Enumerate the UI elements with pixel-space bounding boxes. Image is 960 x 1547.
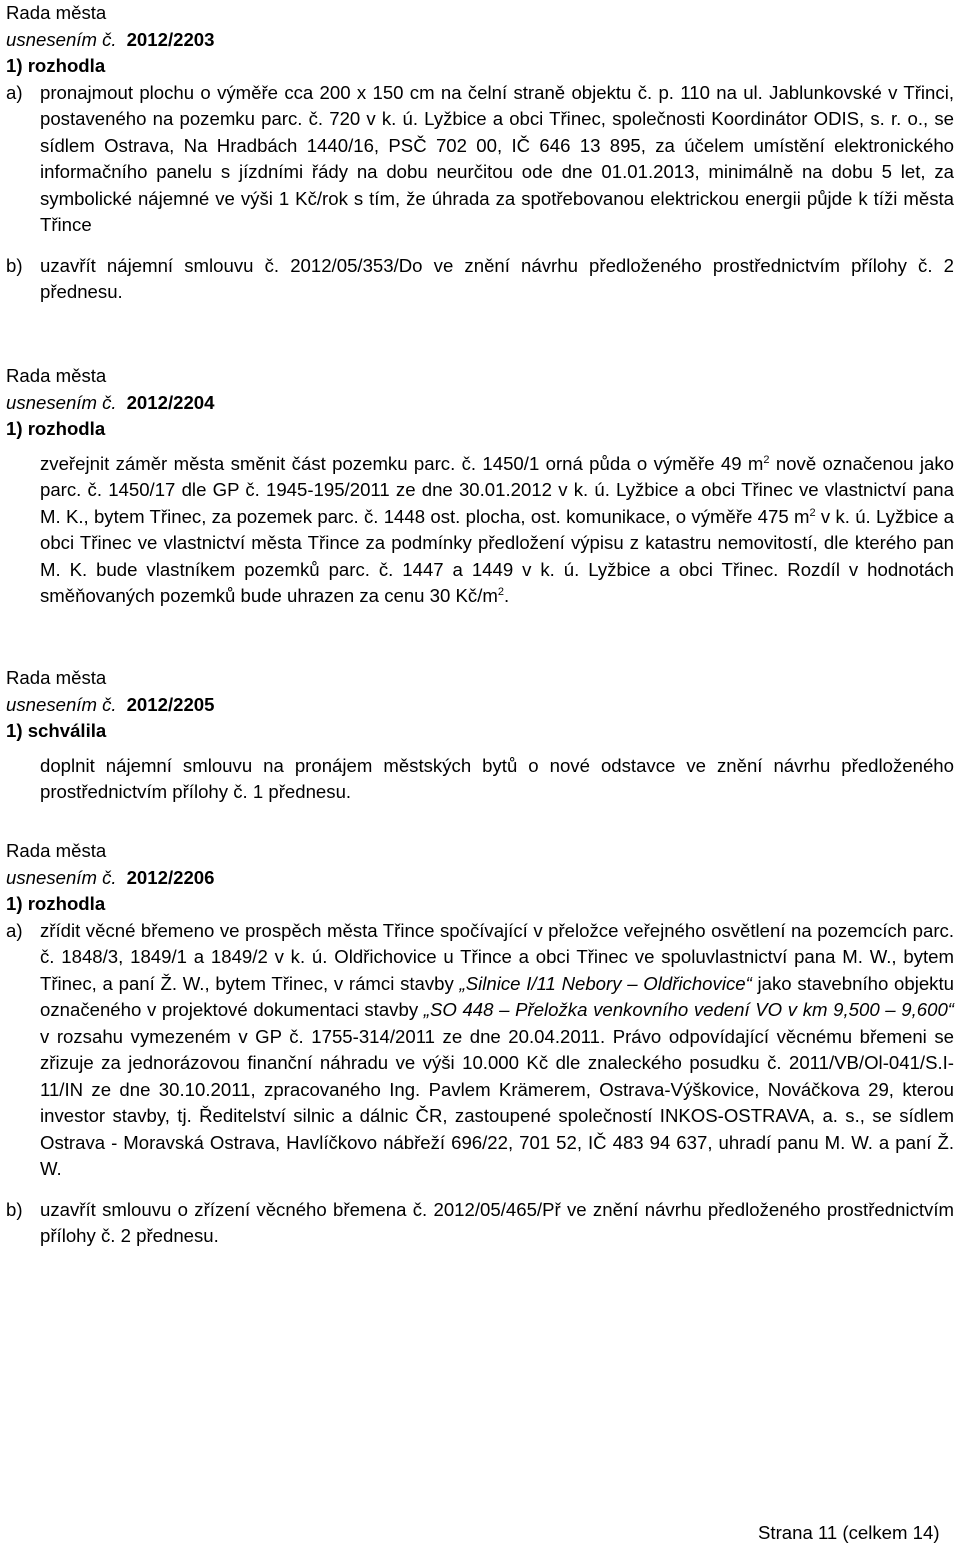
council-heading: Rada města	[6, 667, 107, 688]
resolution-number: 2012/2203	[126, 28, 215, 50]
council-heading: Rada města	[6, 2, 107, 23]
resolution-number: 2012/2204	[126, 391, 215, 413]
item-marker: b)	[6, 254, 23, 276]
superscript: 2	[809, 506, 816, 519]
council-heading: Rada města	[6, 365, 107, 386]
resolution-number: 2012/2205	[126, 693, 215, 715]
text-part: zřídit věcné břemeno ve prospěch města Třince spočívající v přeložce veřejného osvětlení na pozemcích parc. č. 1848/3, 1849/1 a 1849/2 v k. ú. Oldřichovice u Třince a obci Třinec ve spoluvlastnictví pana M. W., bytem Třinec, a paní Ž. W., bytem Třinec, v rámci stavby	[40, 919, 954, 994]
item-b	[6, 253, 954, 306]
resolution-label: usnesením č.	[6, 28, 117, 50]
decision-heading: 1) schválila	[6, 720, 107, 741]
page-footer: Strana 11 (celkem 14)	[758, 1522, 940, 1543]
decision-heading: 1) rozhodla	[6, 893, 106, 914]
item-marker: a)	[6, 81, 23, 103]
resolution-id	[6, 692, 954, 719]
text-part: v rozsahu vymezeném v GP č. 1755-314/2011 ze dne 20.04.2011. Právo odpovídající věcnému břemeni se zřizuje za jednorázovou finanční náhradu ve výši 10.000 Kč dle znaleckého posudku č. 2011/VB/Ol-041/S.I-11/IN ze dne 30.10.2011, zpracovaného Ing. Pavlem Krämerem, Ostrava-Výškovice, Nováčkova 29, kterou investor stavby, tj. Ředitelství silnic a dálnic ČR, zastoupené společností INKOS-OSTRAVA, a. s., se sídlem Ostrava - Moravská Ostrava, Havlíčkovo nábřeží 696/22, 701 52, IČ 483 94 637, uhradí panu M. W. a paní Ž. W.	[40, 1025, 954, 1179]
resolution-2012-2205	[6, 665, 954, 806]
resolution-label: usnesením č.	[6, 866, 117, 888]
text-part: .	[504, 585, 510, 606]
resolution-id	[6, 865, 954, 892]
item-a	[6, 80, 954, 239]
council-heading: Rada města	[6, 840, 107, 861]
resolution-label: usnesením č.	[6, 693, 117, 715]
resolution-label: usnesením č.	[6, 391, 117, 413]
italic-project-name: „SO 448 – Přeložka venkovního vedení VO v km 9,500 – 9,600“	[423, 999, 954, 1020]
item-marker: b)	[6, 1198, 23, 1220]
resolution-2012-2206	[6, 838, 954, 1250]
superscript: 2	[763, 453, 770, 466]
decision-heading: 1) rozhodla	[6, 55, 106, 76]
resolution-2012-2203	[6, 0, 954, 306]
resolution-text	[6, 451, 954, 610]
italic-project-name: „Silnice I/11 Nebory – Oldřichovice“	[459, 972, 752, 994]
text-part: nově označenou jako parc. č. 1450/17 dle GP č. 1945-195/2011 ze dne 30.01.2012 v k. ú. Lyžbice a obci Třinec ve vlastnictví pana M. K., bytem Třinec, za pozemek parc. č. 1448 ost. plocha, ost. komunikace, o výměře 475 m	[40, 452, 954, 527]
text-part: zveřejnit záměr města směnit část pozemku parc. č. 1450/1 orná půda o výměře 49 m	[40, 452, 764, 474]
resolution-id	[6, 27, 954, 54]
item-marker: a)	[6, 919, 23, 941]
text-part: v k. ú. Lyžbice a obci Třinec ve vlastnictví města Třince za podmínky předložení výpisu z katastru nemovitostí, dle kterého pan M. K. bude vlastníkem pozemků parc. č. 1447 a 1449 v k. ú. Lyžbice a obci Třinec. Rozdíl v hodnotách směňovaných pozemků bude uhrazen za cenu 30 Kč/m	[40, 505, 954, 606]
item-text: uzavřít nájemní smlouvu č. 2012/05/353/Do ve znění návrhu předloženého prostřednictvím přílohy č. 2 přednesu.	[40, 254, 954, 302]
text-part: jako stavebního objektu označeného v projektové dokumentaci stavby	[40, 972, 954, 1020]
item-a	[6, 918, 954, 1183]
item-text: uzavřít smlouvu o zřízení věcného břemena č. 2012/05/465/Př ve znění návrhu předloženého prostřednictvím přílohy č. 2 přednesu.	[40, 1198, 954, 1246]
resolution-number: 2012/2206	[126, 866, 215, 888]
resolution-id	[6, 390, 954, 417]
resolution-text: doplnit nájemní smlouvu na pronájem městských bytů o nové odstavce ve znění návrhu předloženého prostřednictvím přílohy č. 1 přednesu.	[40, 754, 954, 802]
item-text: pronajmout plochu o výměře cca 200 x 150 cm na čelní straně objektu č. p. 110 na ul. Jablunkovské v Třinci, postaveného na pozemku parc. č. 720 v k. ú. Lyžbice a obci Třinec, společnosti Koordinátor ODIS, s. r. o., se sídlem Ostrava, Na Hradbách 1440/16, PSČ 702 00, IČ 646 13 895, za účelem umístění elektronického informačního panelu s jízdními řády na dobu neurčitou ode dne 01.01.2013, minimálně na dobu 5 let, za symbolické nájemné ve výši 1 Kč/rok s tím, že úhrada za spotřebovanou elektrickou energii půjde k tíži města Třince	[40, 81, 954, 235]
superscript: 2	[497, 586, 505, 598]
decision-heading: 1) rozhodla	[6, 418, 106, 439]
resolution-2012-2204	[6, 363, 954, 610]
item-b	[6, 1197, 954, 1250]
